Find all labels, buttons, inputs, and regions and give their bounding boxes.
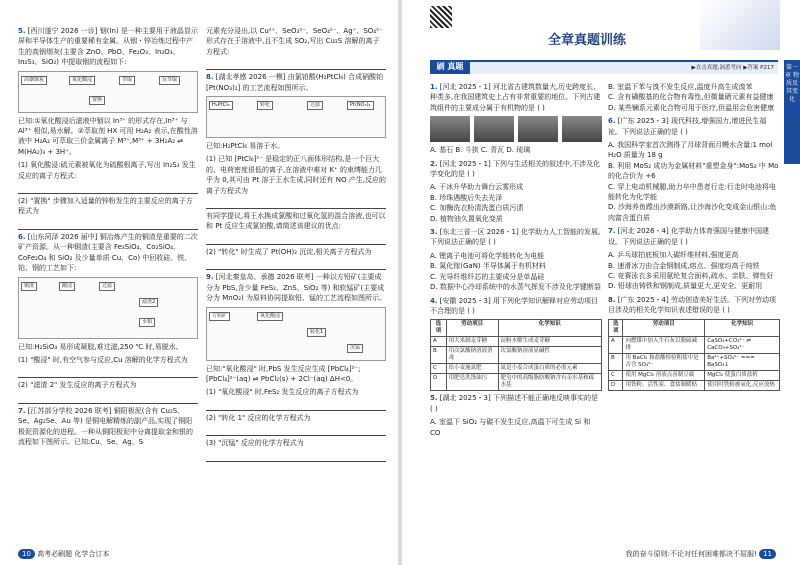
table-cell: B xyxy=(431,347,447,364)
table-cell: 次氯酸钠溶液显碱性 xyxy=(498,347,602,364)
question-text: [安徽 2025・3] 用下列化学知识解释对应劳动项目不合理的是 ( ) xyxy=(430,296,598,315)
answer-line[interactable] xyxy=(18,394,198,404)
question-text: (2) "置换" 步骤加入适量的锌粉发生的主要反应的离子方程式为 xyxy=(18,197,193,216)
table-cell: 使用时铁粉被氧化,反应放热 xyxy=(705,380,780,390)
question-text: [湖北孝感 2026 一模] 由氯铂酸(H₂PtCl₆) 合成硝酸铂[Pt(NO₃)₂] 的工艺流程如图所示。 xyxy=(206,73,384,92)
question-number: 4. xyxy=(430,296,438,305)
option-text: A. 室温下 SiO₂ 与碳不发生反应,高温下可生成 Si 和 CO xyxy=(430,418,591,437)
question-text: (1) 已知 [PtCl₆]²⁻ 是稳定的正八面体形结构,是一个巨大的、电荷密度很低的离子,在溶液中难对 K⁺ 的束缚能力几乎为 0,其可由 Pt 溶于王水生成,同时还有 NO 产生,反应的离子方程式为 xyxy=(206,155,386,195)
table-cell: Ba²⁺+SO₄²⁻ === BaSO₄↓ xyxy=(705,353,780,370)
left-column-2 xyxy=(206,26,386,464)
table-cell: MgCl₂ 使蛋白质盐析 xyxy=(705,370,780,380)
table-row xyxy=(431,374,602,391)
right-column-1 xyxy=(430,82,602,441)
table-cell: 向燃煤中加入生石灰以脱硫减排 xyxy=(623,336,705,353)
answer-line[interactable] xyxy=(206,235,386,245)
answer-line[interactable] xyxy=(206,199,386,209)
question-2 xyxy=(430,159,602,180)
question-text: (1) 氧化酸浸:硫元素被氧化为硫酸根离子,写出 In₂S₃ 发生反应的离子方程式: xyxy=(18,161,196,180)
photo-glaze xyxy=(562,116,602,142)
question-number: 5. xyxy=(18,27,26,35)
table-header: 选项 xyxy=(609,319,623,336)
question-number: 5. xyxy=(430,394,438,403)
qr-code-icon[interactable] xyxy=(430,6,452,28)
question-text: 已知:H₂SiO₄ 易形成凝胶,难过滤,250 ℃ 时,易脱水。 xyxy=(18,342,183,351)
table-cell: 用次氯酸钠溶液消毒 xyxy=(446,347,498,364)
question-number: 7. xyxy=(18,406,26,415)
question-text-block xyxy=(206,154,386,196)
question-6 xyxy=(608,116,780,137)
answer-line[interactable] xyxy=(206,260,386,270)
question-text-block xyxy=(18,355,198,365)
flowchart-lead-manganese: 方铅矿 氧化酸浸 转化1 沉锰 xyxy=(206,307,386,361)
table-row xyxy=(609,370,780,380)
left-page xyxy=(0,0,398,565)
question-text: (1) "氧化酸浸" 时,FeS₂ 发生反应的离子方程式为 xyxy=(206,388,359,397)
question-9 xyxy=(206,272,386,303)
question-text-block xyxy=(206,364,386,385)
table-row xyxy=(609,336,780,353)
table-header: 劳动项目 xyxy=(623,319,705,336)
question-number: 3. xyxy=(430,228,438,237)
table-header: 化学知识 xyxy=(498,320,602,337)
question-text: [河北 2025・1] 河北省古建筑数量大,历史跨度长、种类多,在我国建筑史上占有非常重要的地位。下列古建筑组件的主要成分属于有机物的是 ( ) xyxy=(430,83,601,112)
question-number: 7. xyxy=(608,227,616,236)
question-text: 已知:"氧化酸浸" 时,PbS 发生反应生成 [PbCl₄]²⁻;[PbCl₄]²⁻(aq) ⇌ PbCl₂(s) + 2Cl⁻(aq) ΔH<0。 xyxy=(206,364,361,383)
right-column-2 xyxy=(608,82,780,393)
options xyxy=(608,250,780,292)
flowchart-indium: 高铟烟灰 氧化酸浸 萃取 反萃取 置换 xyxy=(18,71,198,113)
table-cell: 给小麦施氮肥 xyxy=(446,364,498,374)
question-text: [西川遂宁 2026 一诊] 铟(In) 是一种主要用于液晶显示屏和半导体生产的重要稀有金属。从铟・锌冶炼过程中产生的高铟烟灰(主要含 ZnO、PbO、Fe₂O₃、In₂O₃、In₂S₃、SiO₂) 中提取铟的流程如下: xyxy=(18,27,198,67)
left-footer xyxy=(18,549,109,559)
table-cell: CaSO₄+CO₃²⁻ ⇌ CaCO₃+SO₄²⁻ xyxy=(705,336,780,353)
question-text: [江苏部分学校 2026 联考] 铜阳极泥(含有 Cu₂S、Se、Ag₂Se、Au 等) 是铜电解精炼的副产品,实现了铜阳极泥资源化的进程。一种从铜阳极泥中分离提取金和银的流程如下图所示。已知:Cu、Se、Ag、S xyxy=(18,406,193,446)
header-decoration xyxy=(700,0,780,50)
options xyxy=(430,417,602,438)
question-number: 8. xyxy=(608,295,616,304)
question-text-block xyxy=(206,413,386,423)
question-text-block xyxy=(206,141,386,151)
table-cell: D xyxy=(609,380,623,390)
table-header: 劳动项目 xyxy=(446,320,498,337)
question-4 xyxy=(430,296,602,317)
page-number: 10 xyxy=(18,549,35,559)
section-meta: ▶直击真题,洞悉考向 ▶答案 P217 xyxy=(691,65,774,71)
table-cell: D xyxy=(431,374,447,391)
section-label: 刷 真题 xyxy=(430,60,470,74)
question-text: 元素充分浸出,以 Cu²⁺、SeO₃²⁻、SeO₄²⁻、Ag⁺、SO₄²⁻ 形式存在于溶液中,且不生成 SO₂,写出 Cu₂S 溶解的离子方程式: xyxy=(206,27,383,56)
question-5 xyxy=(430,393,602,414)
table-cell: A xyxy=(431,337,447,347)
question-text: [河北 2025・1] 下列与生活相关的叙述中,不涉及化学变化的是 ( ) xyxy=(430,159,601,179)
question-text: [广东 2025・4] 劳动创造美好生活。下列对劳动项目涉及的相关化学知识表述错误的是 ( ) xyxy=(608,295,776,315)
question-8 xyxy=(608,295,780,316)
table-header: 选项 xyxy=(431,320,447,337)
question-text-block xyxy=(206,247,386,257)
answer-line[interactable] xyxy=(18,368,198,378)
question-1 xyxy=(430,82,602,113)
footer-motto: 我的奋斗原则:不论对任何困难都决不屈服! xyxy=(625,549,757,558)
photo-dougong xyxy=(474,116,514,142)
question-text-block xyxy=(206,26,386,57)
table-row xyxy=(431,337,602,347)
options xyxy=(608,82,780,113)
question-text-block xyxy=(206,438,386,448)
table-row xyxy=(431,364,602,374)
flowchart-copper-slag: 铜渣 酸浸 过滤 滤渣2 水相 xyxy=(18,277,198,339)
answer-line[interactable] xyxy=(206,452,386,462)
options xyxy=(430,145,602,155)
question-text-block xyxy=(18,380,198,390)
question-text: (2) "滤渣 2" 发生反应的离子方程式为 xyxy=(18,381,137,390)
answer-line[interactable] xyxy=(206,60,386,70)
table-cell: 用肥皂洗涤油污 xyxy=(446,374,498,391)
question-text: [河北秦皇岛、承德 2026 联考] 一种以方铅矿(主要成分为 PbS,含少量 FeS₂、ZnS、SiO₂ 等) 和软锰矿(主要成分为 MnO₂) 为原料协同提取铅、锰的工艺流程如图所示。 xyxy=(206,273,386,303)
table-cell: 用大米制麦芽糖 xyxy=(446,337,498,347)
table-cell: B xyxy=(609,353,623,370)
option-text: A. 乒乓球拍底板加入碳纤维材料,强度更高 B. 速滑冰刀由合金钢制成,熔点、强度均高于纯铁 C. 竞赛泳衣多采用氨纶复合面料,疏水、亲肤、弹性好 D. 铅球由铸铁和钢制成,质量更大,更安全、更耐用 xyxy=(608,251,774,291)
question-text: 已知:H₂PtCl₆ 易溶于水。 xyxy=(206,142,285,151)
question-5 xyxy=(18,26,198,68)
question-number: 9. xyxy=(206,273,214,282)
question-number: 6. xyxy=(18,232,26,241)
question-8 xyxy=(206,72,386,93)
question-text-block xyxy=(18,196,198,217)
question-number: 1. xyxy=(430,83,438,91)
option-text: A. 干冰升华助力舞台云雾形成 B. 珍珠遇酸后失去光泽 C. 加酶洗衣粉清洗蛋白质污渍 D. 植物油久置氧化变质 xyxy=(430,183,524,223)
question-text-block xyxy=(18,116,198,158)
options xyxy=(430,251,602,293)
left-column-1 xyxy=(18,26,198,450)
question-7 xyxy=(18,406,198,448)
question-text: [河北 2026・4] 化学助力体育强国与健康中国建设。下列说法正确的是 ( ) xyxy=(608,227,769,246)
answer-line[interactable] xyxy=(206,401,386,411)
question-text: (2) "转化 1" 反应的化学方程式为 xyxy=(206,413,311,422)
question-text-block xyxy=(18,160,198,181)
question-3 xyxy=(430,227,602,248)
table-cell: 用 BaCl₂ 和盐酸检验粗盐中是否含 SO₄²⁻ xyxy=(623,353,705,370)
question-4-table xyxy=(430,319,602,391)
right-page xyxy=(402,0,800,565)
right-footer xyxy=(626,549,776,559)
answer-line[interactable] xyxy=(18,220,198,230)
question-number: 6. xyxy=(608,117,616,126)
options xyxy=(430,182,602,224)
table-cell: 淀粉水解生成麦芽糖 xyxy=(498,337,602,347)
photo-tile xyxy=(518,116,558,142)
question-text: [湖北 2025・3] 下列描述不能正确地反映事实的是 ( ) xyxy=(430,394,598,413)
table-header: 化学知识 xyxy=(705,319,780,336)
question-7 xyxy=(608,226,780,247)
options xyxy=(608,140,780,223)
question-8-table xyxy=(608,319,780,391)
option-text: B. 室温下苯与溴不发生反应,温度升高生成溴苯 C. 含有磺酸基的化合物有毒性,但微量硒元素有益健康 D. 某些镧系元素化合物可用于医疗,但温用会危害健康 xyxy=(608,83,775,112)
photo-row xyxy=(430,116,602,142)
answer-line[interactable] xyxy=(18,184,198,194)
question-number: 2. xyxy=(430,159,438,168)
question-text: (3) "沉锰" 反应的化学方程式为 xyxy=(206,439,304,448)
question-text: [东北三省一区 2026・1] 化学助力人工智能的发展,下列说法正确的是 ( ) xyxy=(430,228,601,247)
photo-stone xyxy=(430,116,470,142)
question-text-block xyxy=(206,387,386,397)
question-number: 8. xyxy=(206,73,214,82)
page-number: 11 xyxy=(759,549,776,559)
table-cell: C xyxy=(431,364,447,374)
table-cell: 使用 MgCl₂ 溶液点卤制豆腐 xyxy=(623,370,705,380)
option-text: A. 基石 B. 斗拱 C. 青瓦 D. 琉璃 xyxy=(430,146,531,155)
table-cell: C xyxy=(609,370,623,380)
question-6 xyxy=(18,232,198,274)
table-cell: 氮是小麦合成蛋白质的必需元素 xyxy=(498,364,602,374)
question-text: 已知:①氧化酸浸后滤液中铟以 In³⁺ 的形式存在,In³⁺ 与 Al³⁺ 相似,易水解。②萃取剂 HX 可用 H₂A₂ 表示,在酸性溶液中 H₂A₂ 可萃取三价金属离子 M³⁺,M³⁺ + 3H₂A₂ ⇌ M(HA₂)₃ + 3H⁺。 xyxy=(18,116,198,156)
question-text: (1) "酸浸" 时,有空气参与反应,Cu 溶解的化学方程式为 xyxy=(18,355,188,364)
question-text: (2) "转化" 时生成了 Pt(OH)₂ 沉淀,相关离子方程式为 xyxy=(206,247,372,256)
footer-title: 高考必刷题 化学合订本 xyxy=(37,549,110,558)
table-cell: 肥皂中的高级脂肪酸钠含有亲水基和疏水基 xyxy=(498,374,602,391)
table-row xyxy=(431,347,602,364)
question-text-block xyxy=(206,211,386,232)
question-text: 有同学提议,将王水换成氯酸和过氧化氢的混合溶液,也可以和 Pt 反应生成氯铂酸,请简述该建议的优点: xyxy=(206,212,386,231)
answer-line[interactable] xyxy=(206,426,386,436)
question-text: [山东菏泽 2026 届中] 铜冶炼产生的铜渣是重要的二次矿产资源。从一种铜渣(主要含 Fe₃SiO₄、Co₂SiO₄、CoFe₂O₄ 和 SiO₂ 及少量单质 Cu、Co) 中回收硅、铁、铂、钢的工艺如下: xyxy=(18,232,198,273)
question-text-block xyxy=(18,342,198,352)
flowchart-platinum: H₂PtCl₆ 转化 过滤 Pt(NO₃)₂ xyxy=(206,96,386,138)
option-text: A. 我国科学家首次测得了月球背面月幔水含量:1 mol H₂O 质量为 18 g B. 利用 MoS₂ 成功为金属材料"重塑金身":MoS₂ 中 Mo 的化合价为 +6 C. 穿上电动机械腿,助力卒中患者行走:行走时电池将电能转化为化学能 D. 沙海养鱼蹚出沙漠新路,让沙海沙化变成金山银山:鱼肉富含蛋白质 xyxy=(608,141,779,222)
table-cell: A xyxy=(609,336,623,353)
option-text: A. 锂离子电池可将化学能转化为电能 B. 氮化镓(GaN) 半导体属于有机材料 C. 光导纤维纤芯的主要成分是单晶硅 D. 数据中心冷却系统中的水蒸气挥发不涉及化学键断裂 xyxy=(430,251,601,292)
table-row xyxy=(609,380,780,390)
chapter-side-tab: 第一章 物质及其变化 xyxy=(784,60,800,164)
section-bar xyxy=(430,60,778,74)
page-title: 全章真题训练 xyxy=(548,33,627,48)
table-cell: 用铁粉、活性炭、食盐制暖贴 xyxy=(623,380,705,390)
question-text: [广东 2025・3] 现代科技,增强国力,增进民生福祉。下列说法正确的是 ( ) xyxy=(608,117,767,136)
table-row xyxy=(609,353,780,370)
